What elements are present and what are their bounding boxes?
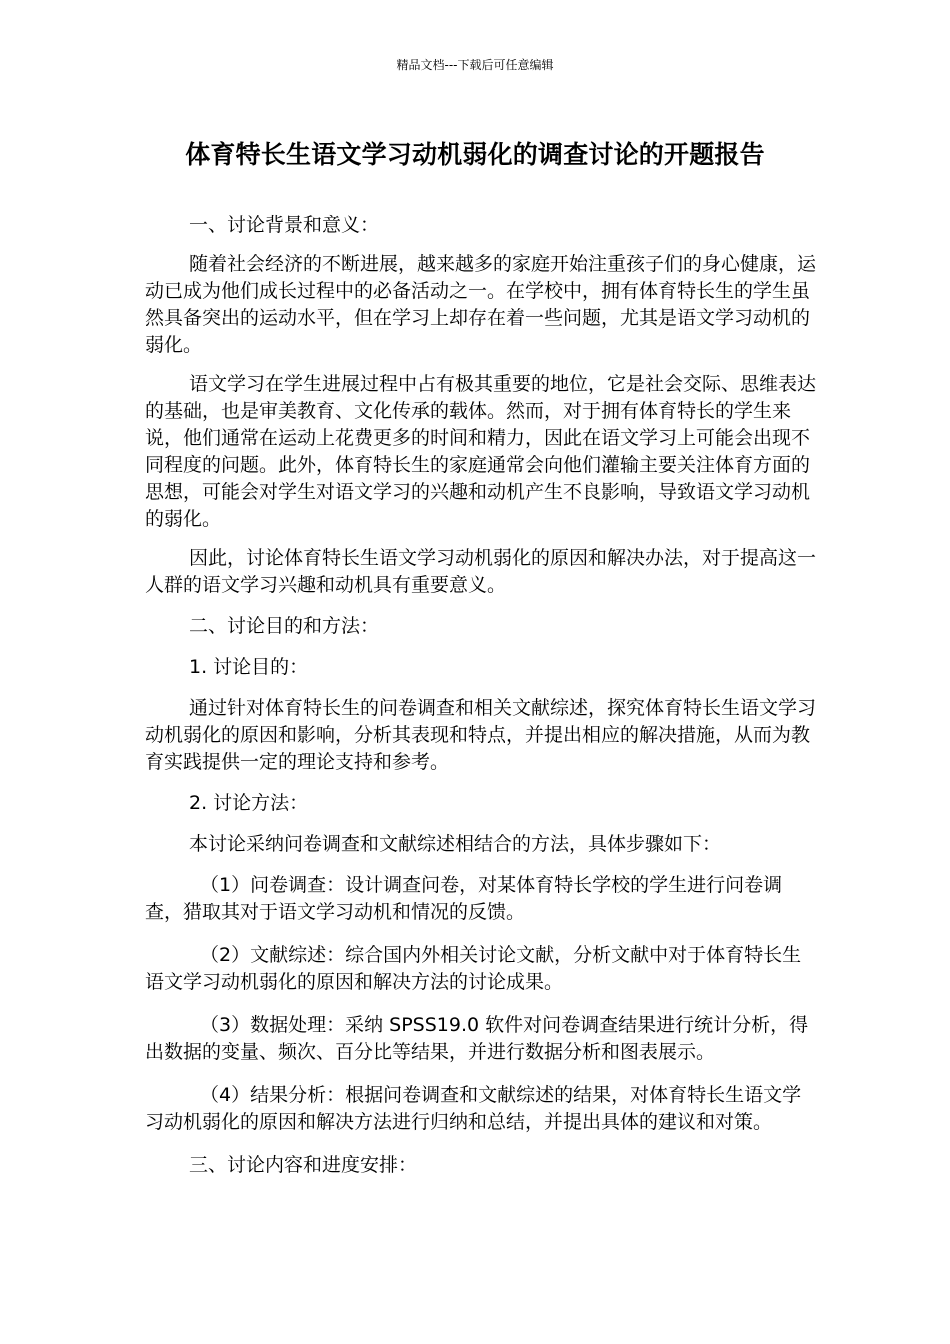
paragraph-background-1: 随着社会经济的不断进展，越来越多的家庭开始注重孩子们的身心健康，运动已成为他们成长过程中的必备活动之一。在学校中，拥有体育特长生的学生虽然具备突出的运动水平，但在学习上却存在着一些问题，尤其是语文学习动机的弱化。 — [145, 253, 817, 356]
method-step-2: （2）文献综述：综合国内外相关讨论文献，分析文献中对于体育特长生语文学习动机弱化的原因和解决方法的讨论成果。 — [145, 944, 802, 993]
paragraph-background-3: 因此，讨论体育特长生语文学习动机弱化的原因和解决办法，对于提高这一人群的语文学习兴趣和动机具有重要意义。 — [145, 547, 817, 596]
section-heading-content-schedule: 三、讨论内容和进度安排： — [189, 1154, 418, 1176]
document-body — [145, 212, 817, 1179]
section-heading-background: 一、讨论背景和意义： — [189, 214, 380, 236]
method-step-4: （4）结果分析：根据问卷调查和文献综述的结果，对体育特长生语文学习动机弱化的原因和解决方法进行归纳和总结，并提出具体的建议和对策。 — [145, 1084, 802, 1133]
paragraph-method-intro: 本讨论采纳问卷调查和文献综述相结合的方法，具体步骤如下： — [189, 833, 722, 855]
subheading-purpose: 1. 讨论目的： — [189, 656, 309, 678]
method-step-1: （1）问卷调查：设计调查问卷，对某体育特长学校的学生进行问卷调查，猎取其对于语文学习动机和情况的反馈。 — [145, 874, 783, 923]
paragraph-purpose: 通过针对体育特长生的问卷调查和相关文献综述，探究体育特长生语文学习动机弱化的原因和影响，分析其表现和特点，并提出相应的解决措施，从而为教育实践提供一定的理论支持和参考。 — [145, 697, 817, 773]
section-heading-purpose-method: 二、讨论目的和方法： — [189, 615, 380, 637]
method-step-3: （3）数据处理：采纳 SPSS19.0 软件对问卷调查结果进行统计分析，得出数据的变量、频次、百分比等结果，并进行数据分析和图表展示。 — [145, 1014, 809, 1063]
document-title: 体育特长生语文学习动机弱化的调查讨论的开题报告 — [185, 140, 765, 169]
page-header: 精品文档---下载后可任意编辑 — [396, 58, 554, 72]
subheading-method: 2. 讨论方法： — [189, 792, 309, 814]
paragraph-background-2: 语文学习在学生进展过程中占有极其重要的地位，它是社会交际、思维表达的基础，也是审美教育、文化传承的载体。然而，对于拥有体育特长的学生来说，他们通常在运动上花费更多的时间和精力，因此在语文学习上可能会出现不同程度的问题。此外，体育特长生的家庭通常会向他们灌输主要关注体育方面的思想，可能会对学生对语文学习的兴趣和动机产生不良影响，导致语文学习动机的弱化。 — [145, 373, 817, 530]
